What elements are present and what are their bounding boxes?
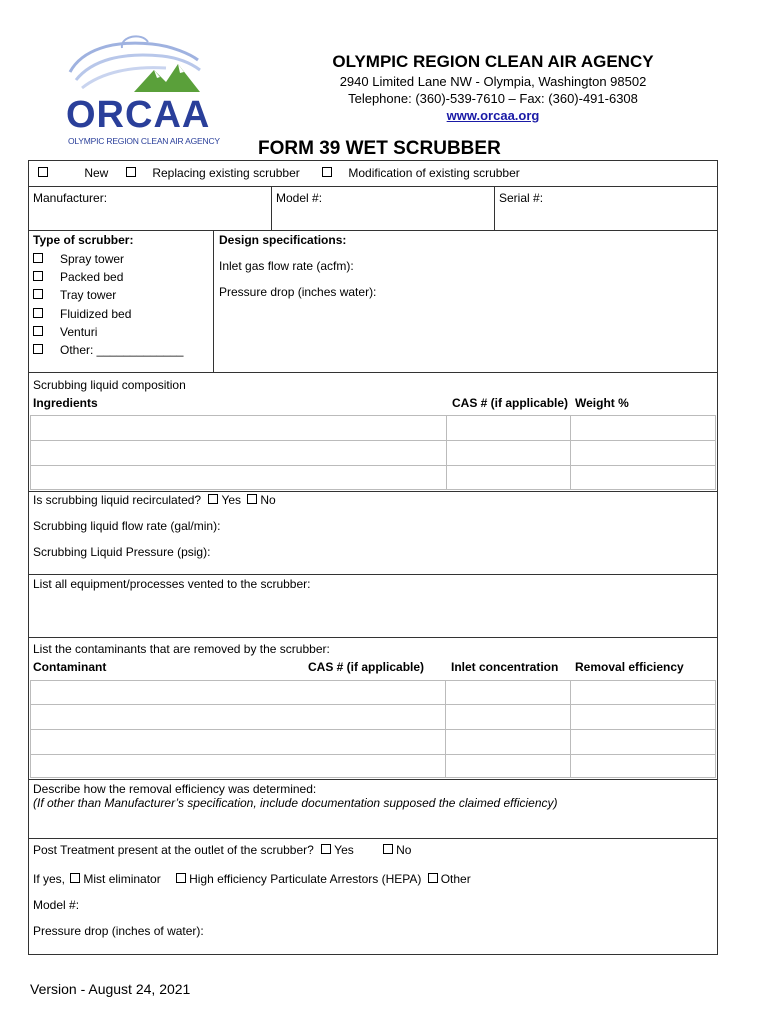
serial-label: Serial #:	[499, 191, 544, 205]
agency-phone: Telephone: (360)-539-7610 – Fax: (360)-491-6308	[348, 91, 638, 106]
logo-text: ORCAA	[66, 94, 211, 136]
version-text: Version - August 24, 2021	[30, 981, 191, 997]
if-yes-label: If yes,	[33, 872, 66, 886]
recirc-yes-label: Yes	[221, 493, 242, 507]
post-treatment-label: Post Treatment present at the outlet of the scrubber?	[33, 843, 314, 857]
ingredient-cell[interactable]	[31, 416, 445, 439]
col-contaminant: Contaminant	[33, 660, 107, 674]
contaminant-cell[interactable]	[31, 755, 444, 777]
equipment-field[interactable]	[30, 594, 716, 636]
scrubber-type-option[interactable]	[33, 341, 183, 359]
new-option[interactable]	[38, 166, 108, 180]
post-type-row	[33, 872, 471, 886]
modification-option[interactable]	[322, 166, 520, 180]
liquid-pressure-label: Scrubbing Liquid Pressure (psig):	[33, 545, 211, 559]
contaminant-cell[interactable]	[31, 730, 444, 753]
checkbox[interactable]	[33, 326, 43, 336]
ingredient-cell[interactable]	[31, 466, 445, 489]
model-label: Model #:	[276, 191, 323, 205]
option-label: Spray tower	[60, 252, 125, 266]
design-heading: Design specifications:	[219, 233, 347, 247]
logo-subtext: OLYMPIC REGION CLEAN AIR AGENCY	[68, 136, 220, 146]
form-title: FORM 39 WET SCRUBBER	[258, 138, 501, 159]
ingredient-cell[interactable]	[31, 441, 445, 464]
recirc-no-checkbox[interactable]	[247, 494, 257, 504]
liquid-heading: Scrubbing liquid composition	[33, 378, 186, 392]
pressure-drop-label: Pressure drop (inches water):	[219, 285, 377, 299]
manufacturer-field[interactable]	[30, 206, 268, 228]
post-pressure-label: Pressure drop (inches of water):	[33, 924, 204, 938]
manufacturer-label: Manufacturer:	[33, 191, 108, 205]
checkbox[interactable]	[33, 271, 43, 281]
col-removal-efficiency: Removal efficiency	[575, 660, 684, 674]
scrubber-type-option[interactable]	[33, 305, 183, 323]
replacing-checkbox[interactable]	[126, 167, 136, 177]
mist-eliminator-checkbox[interactable]	[70, 873, 80, 883]
scrubber-type-option[interactable]	[33, 323, 183, 341]
contaminants-heading: List the contaminants that are removed by the scrubber:	[33, 642, 330, 656]
serial-field[interactable]	[496, 206, 714, 228]
scrubber-type-option[interactable]	[33, 286, 183, 304]
other-checkbox[interactable]	[428, 873, 438, 883]
col-contaminant-cas: CAS # (if applicable)	[308, 660, 425, 674]
recirculated-question	[33, 493, 276, 507]
post-yes-label: Yes	[334, 843, 354, 857]
contaminant-cell[interactable]	[31, 681, 444, 703]
option-label: Venturi	[60, 324, 98, 339]
inlet-flow-label: Inlet gas flow rate (acfm):	[219, 259, 354, 273]
removal-method-label: Describe how the removal efficiency was determined:	[33, 782, 317, 796]
checkbox[interactable]	[33, 289, 43, 299]
col-inlet-concentration: Inlet concentration	[451, 660, 559, 674]
modification-label: Modification of existing scrubber	[348, 166, 520, 180]
recirc-yes-checkbox[interactable]	[208, 494, 218, 504]
mist-eliminator-label: Mist eliminator	[83, 872, 161, 886]
scrubber-type-option[interactable]	[33, 268, 183, 286]
option-label: Other: _____________	[60, 343, 184, 358]
option-label: Fluidized bed	[60, 306, 132, 321]
scrubber-type-heading: Type of scrubber:	[33, 233, 134, 247]
hepa-label: High efficiency Particulate Arrestors (HEPA)	[189, 872, 422, 886]
scrubber-type-list	[33, 250, 183, 359]
checkbox[interactable]	[33, 253, 43, 263]
checkbox[interactable]	[33, 308, 43, 318]
post-treatment-question	[33, 843, 411, 857]
post-no-label: No	[396, 843, 412, 857]
recirculated-label: Is scrubbing liquid recirculated?	[33, 493, 202, 507]
post-yes-checkbox[interactable]	[321, 844, 331, 854]
checkbox[interactable]	[33, 344, 43, 354]
liquid-flow-label: Scrubbing liquid flow rate (gal/min):	[33, 519, 221, 533]
recirc-no-label: No	[260, 493, 276, 507]
orcaa-logo	[62, 30, 220, 148]
col-cas: CAS # (if applicable)	[452, 396, 569, 410]
other-label: Other	[440, 872, 471, 886]
model-field[interactable]	[273, 206, 491, 228]
agency-name: OLYMPIC REGION CLEAN AIR AGENCY	[332, 52, 654, 71]
new-label: New	[84, 166, 109, 180]
agency-website-link[interactable]: www.orcaa.org	[446, 108, 540, 123]
col-ingredients: Ingredients	[33, 396, 98, 410]
post-model-label: Model #:	[33, 898, 80, 912]
hepa-checkbox[interactable]	[176, 873, 186, 883]
scrubber-type-option[interactable]	[33, 250, 183, 268]
agency-address: 2940 Limited Lane NW - Olympia, Washington 98502	[339, 74, 647, 89]
equipment-label: List all equipment/processes vented to the scrubber:	[33, 577, 311, 591]
replacing-option[interactable]	[126, 166, 300, 180]
removal-method-note: (If other than Manufacturer’s specification, include documentation supposed the claimed efficiency)	[33, 796, 558, 810]
post-no-checkbox[interactable]	[383, 844, 393, 854]
option-label: Packed bed	[60, 270, 124, 285]
modification-checkbox[interactable]	[322, 167, 332, 177]
new-checkbox[interactable]	[38, 167, 48, 177]
col-weight: Weight %	[575, 396, 629, 410]
replacing-label: Replacing existing scrubber	[152, 166, 300, 180]
option-label: Tray tower	[60, 288, 117, 303]
contaminant-cell[interactable]	[31, 705, 444, 728]
